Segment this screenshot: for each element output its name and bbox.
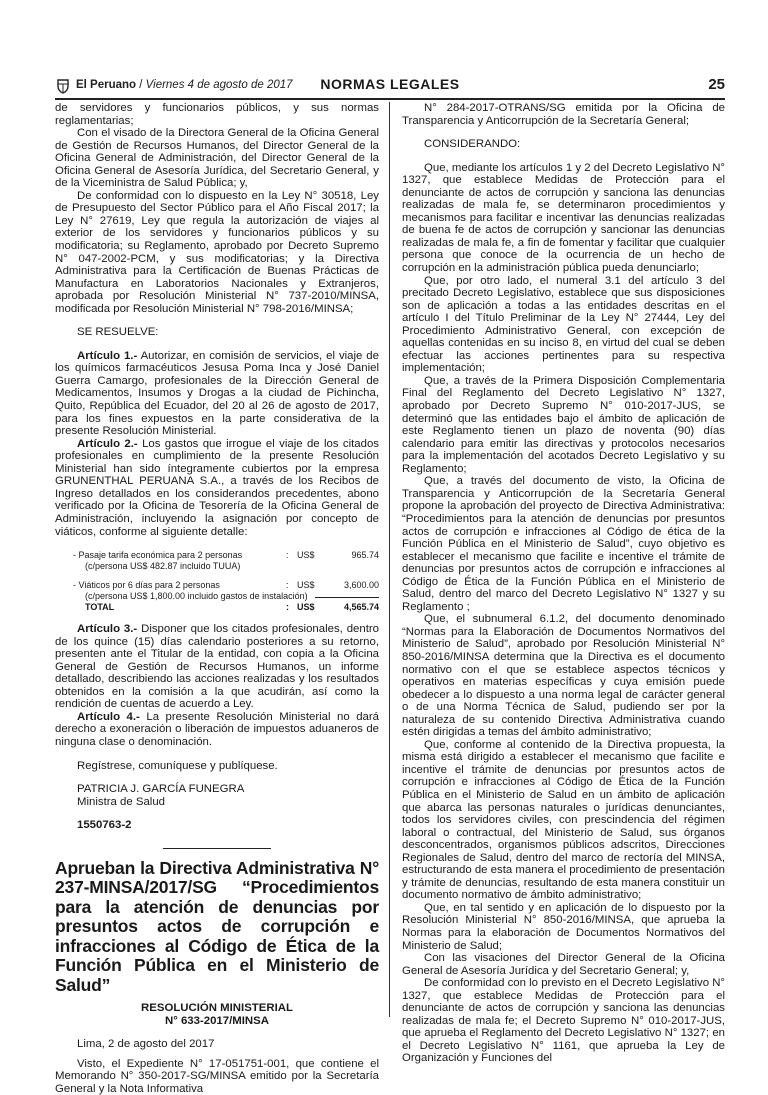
paragraph: De conformidad con lo dispuesto en la Ley N° 30518, Ley de Presupuesto del Sector Público para el Año Fiscal 2017; la Ley N° 27619, Ley que regula la autorización de viajes al exterior de los servidores y funcionarios públicos y su modificatoria; su Reglamento, aprobado por Decreto Supremo N° 047-2002-PCM, y sus modificatorias; y la Directiva Administrativa para la Certificación de Buenas Prácticas de Manufactura en Laboratorios Nacionales y Extranjeros, aprobada por Resolución Ministerial N° 737-2010/MINSA, modificada por Resolución Ministerial N° 798-2016/MINSA; [55,189,379,315]
paragraph: Que, a través de la Primera Disposición Complementaria Final del Reglamento del Decreto Legislativo N° 1327, aprobado por Decreto Supremo N° 010-2017-JUS, se determinó que las entidades bajo el ámbito de aplicación de este Reglamento tienen un plazo de noventa (90) días calendario para emitir las directivas y protocolos necesarios para la implementación del acotados Decreto Legislativo y su Reglamento; [402,374,725,475]
page-header [55,76,725,100]
expense-note: (c/persona US$ 482.87 incluido TUUA) [85,561,241,572]
paragraph: Que, mediante los artículos 1 y 2 del Decreto Legislativo N° 1327, que establece Medidas de Protección para el denunciante de actos de corrupción y sanciona las denuncias realizadas de mala fe, se determinaron procedimientos y mecanismos para facilitar e incentivar las denuncias realizadas de buena fe de actos de corrupción y sancionar las denuncias realizadas de mala fe, a fin de fomentar y facilitar que cualquier persona que conoce de la ocurrencia de un hecho de corrupción en la administración pública pueda denunciarlo; [402,161,725,275]
paragraph: Que, a través del documento de visto, la Oficina de Transparencia y Anticorrupción de la Secretaría General propone la aprobación del proyecto de Directiva Administrativa: “Procedimientos para la atención de denuncias por presuntos actos de corrupción e infracciones al Código de ética de la Función Pública en el Ministerio de Salud”, cuyo objetivo es establecer el mecanismo que facilite e incentive el trámite de denuncias por presuntos actos de corrupción e infracciones al Código de Ética de la Función Pública en el Ministerio de Salud, dentro del marco del Decreto Legislativo N° 1327 y su Reglamento ; [402,475,725,613]
se-resuelve: SE RESUELVE: [77,326,159,339]
place-date: Lima, 2 de agosto del 2017 [77,1038,215,1051]
paragraph: Con el visado de la Directora General de la Oficina General de Gestión de Recursos Humanos, del Director General de la Oficina General de Administración, del Director General de la Oficina General de Asesoría Jurídica, del Secretario General, y de la Viceministra de Salud Pública; y, [55,127,379,190]
header-publication: El Peruano / Viernes 4 de agosto de 2017 [76,79,293,91]
expense-note: (c/persona US$ 1,800.00 incluido gastos de instalación) [85,591,308,602]
expense-row: - Viáticos por 6 días para 2 personas : US$ 3,600.00 [73,580,379,591]
expense-total-row: TOTAL : US$ 4,565.74 [85,602,379,613]
paragraph: Que, el subnumeral 6.1.2, del documento denominado “Normas para la Elaboración de Documentos Normativos del Ministerio de Salud”, aprobado por Resolución Ministerial N° 850-2016/MINSA determina que la Directiva es el documento normativo con el que se establece aspectos técnicos y operativos en materias específicas y cuya emisión puede obedecer a lo dispuesto a una norma legal de carácter general o de una Norma Técnica de Salud, pudiendo ser por la naturaleza de su contenido Directiva Administrativa cuando estén dirigidas a temas del ámbito administrativo; [402,613,725,739]
resolution-title: RESOLUCIÓN MINISTERIAL [141,1002,293,1015]
expense-row: - Pasaje tarifa económica para 2 personas : US$ 965.74 [73,550,379,561]
closing-formula: Regístrese, comuníquese y publíquese. [77,759,278,772]
paper-name: El Peruano [76,79,137,91]
considerando: CONSIDERANDO: [424,138,521,151]
article-label: Artículo 2.- [77,437,138,450]
resolution-number: N° 633-2017/MINSA [165,1014,269,1027]
total-amount: 4,565.74 [343,602,379,613]
expense-amount: 3,600.00 [343,580,379,591]
expense-currency: US$ [297,550,315,561]
document-code: 1550763-2 [77,819,132,832]
page-number: 25 [708,76,725,93]
sum-rule [315,597,379,598]
signer-name: PATRICIA J. GARCÍA FUNEGRA [77,783,245,796]
article-text: La presente Resolución Ministerial no dará derecho a exoneración o liberación de impuestos aduaneros de ninguna clase o denominación. [55,710,379,748]
paragraph: N° 284-2017-OTRANS/SG emitida por la Oficina de Transparencia y Anticorrupción de la Secretaría General; [402,102,725,127]
total-label: TOTAL [85,602,115,613]
article-label: Artículo 3.- [77,623,138,636]
section-title: NORMAS LEGALES [320,76,460,92]
column-divider [389,102,390,1017]
article-text: Los gastos que irrogue el viaje de los citados profesionales en cumplimiento de la presente Resolución Ministerial han sido íntegramente cubiertos por la empresa GRUNENTHAL PERUANA S.A., a través de los Recibos de Ingreso detallados en los considerandos precedentes, abono verificado por la Oficina de Tesorería de la Oficina General de Administración, incluyendo la asignación por concepto de viáticos, conforme al siguiente detalle: [55,437,379,538]
expense-label: - Pasaje tarifa económica para 2 personas [73,550,243,561]
total-currency: US$ [297,602,315,613]
headline: Aprueban la Directiva Administrativa N° 237-MINSA/2017/SG “Procedimientos para la atención de denuncias por presuntos actos de corrupción e infracciones al Código de Ética de la Función Pública en el Ministerio de Salud” [55,857,379,995]
paragraph: De conformidad con lo previsto en el Decreto Legislativo N° 1327, que establece Medidas de Protección para el denunciante de actos de corrupción y sanciona las denuncias realizadas de mala fe; el Decreto Supremo N° 010-2017-JUS, que aprueba el Reglamento del Decreto Legislativo N° 1327; en el Decreto Legislativo N° 1161, que aprueba la Ley de Organización y Funciones del [402,977,725,1065]
expense-table [73,550,379,613]
paragraph: Con las visaciones del Director General de la Oficina General de Asesoría Jurídica y del Secretario General; y, [402,952,725,977]
article-2 [55,438,379,538]
article-label: Artículo 4.- [77,710,140,723]
signer-title: Ministra de Salud [77,795,166,808]
article-1 [55,350,379,438]
article-4 [55,711,379,749]
article-text: Disponer que los citados profesionales, dentro de los quince (15) días calendario posteriores a su retorno, presenten ante el Titular de la entidad, con copia a la Oficina General de Gestión de Recursos Humanos, un informe detallado, describiendo las acciones realizadas y los resultados obtenidos en la comisión a la que acudirán, así como la rendición de cuentas de acuerdo a Ley. [55,623,379,711]
expense-amount: 965.74 [351,550,379,561]
expense-currency: US$ [297,580,315,591]
paragraph: de servidores y funcionarios públicos, y sus normas reglamentarias; [55,102,379,127]
paragraph: Visto, el Expediente N° 17-051751-001, que contiene el Memorando N° 350-2017-SG/MINSA emitido por la Secretaría General y la Nota Informativa [55,1057,379,1095]
left-column [55,102,379,1095]
right-column [402,102,725,1065]
section-separator [163,848,271,849]
issue-date: Viernes 4 de agosto de 2017 [145,79,293,91]
article-3 [55,623,379,711]
paragraph: Que, conforme al contenido de la Directiva propuesta, la misma está dirigido a establecer el mecanismo que facilite e incentive el trámite de denuncias por presuntos actos de corrupción e infracciones al Código de Ética de la Función Pública en el Ministerio de Salud en un ámbito de aplicación que abarca las personas naturales o jurídicas denunciantes, todos los servidores civiles, con prescindencia del régimen laboral o contractual, del Ministerio de Salud, sus órganos desconcentrados, organismos públicos adscritos, Direcciones Regionales de Salud, dentro del marco de rectoría del MINSA, estructurando de esta manera el procedimiento de presentación y trámite de denuncias, resultando de esta manera constituir un documento normativo de ámbito administrativo; [402,738,725,902]
article-text: Autorizar, en comisión de servicios, el viaje de los químicos farmacéuticos Jesusa Poma Inca y José Daniel Guerra Camargo, profesionales de la Dirección General de Medicamentos, Insumos y Drogas a la ciudad de Pichincha, Quito, República del Ecuador, del 20 al 26 de agosto de 2017, para los fines expuestos en la parte considerativa de la presente Resolución Ministerial. [55,349,379,438]
paragraph: Que, por otro lado, el numeral 3.1 del artículo 3 del precitado Decreto Legislativo, establece que sus disposiciones son de aplicación a todas a las entidades descritas en el artículo I del Título Preliminar de la Ley N° 27444, Ley del Procedimiento Administrativo General, con excepción de aquellas contenidas en su inciso 8, en virtud del cual se deben efectuar las acciones pertinentes para su respectiva implementación; [402,274,725,375]
article-label: Artículo 1.- [77,349,138,362]
expense-label: - Viáticos por 6 días para 2 personas [73,580,220,591]
paragraph: Que, en tal sentido y en aplicación de lo dispuesto por la Resolución Ministerial N° 850-2016/MINSA, que aprueba la Normas para la elaboración de Documentos Normativos del Ministerio de Salud; [402,901,725,952]
